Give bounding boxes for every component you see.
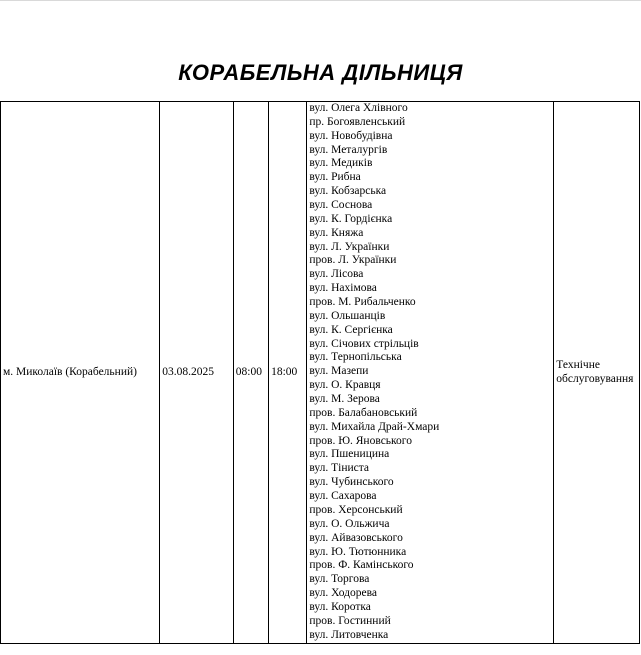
reason-cell: Технічне обслуговування — [554, 102, 640, 644]
street-item: вул. М. Зерова — [309, 393, 380, 406]
street-item: вул. Чубинського — [309, 476, 394, 489]
street-item: пров. Ю. Яновського — [309, 434, 412, 447]
street-list — [309, 102, 551, 643]
street-item: пров. Балабановський — [309, 406, 418, 419]
street-item: вул. Лісова — [309, 268, 364, 281]
end-time-cell: 18:00 — [269, 102, 307, 644]
table-row — [1, 102, 640, 644]
street-item: вул. О. Кравця — [309, 379, 381, 392]
streets-cell — [307, 102, 554, 644]
street-item: вул. Княжа — [309, 226, 364, 239]
start-time-cell: 08:00 — [233, 102, 268, 644]
city-cell: м. Миколаїв (Корабельний) — [1, 102, 160, 644]
street-item: вул. Айвазовського — [309, 531, 403, 544]
street-item: вул. Ольшанців — [309, 309, 386, 322]
street-item: пров. М. Рибальченко — [309, 296, 416, 309]
street-item: вул. Олега Хлівного — [309, 102, 408, 114]
street-item: вул. Мазепи — [309, 365, 369, 378]
street-item: вул. Кобзарська — [309, 185, 387, 198]
street-item: пров. Херсонський — [309, 503, 403, 516]
street-item: вул. Тіниста — [309, 462, 370, 475]
street-item: вул. Нахімова — [309, 282, 377, 295]
street-item: вул. Новобудівна — [309, 129, 393, 142]
street-item: вул. Медиків — [309, 157, 373, 170]
street-item: вул. Ю. Тютюнника — [309, 545, 407, 558]
street-item: вул. Коротка — [309, 600, 371, 613]
street-item: вул. Ходорева — [309, 587, 377, 600]
street-item: вул. Михайла Драй-Хмари — [309, 420, 440, 433]
street-item: вул. Торгова — [309, 573, 370, 586]
outage-schedule-table — [0, 101, 640, 644]
street-item: вул. Литовченка — [309, 628, 389, 641]
street-item: вул. О. Ольжича — [309, 517, 390, 530]
street-item: вул. Пшеницина — [309, 448, 390, 461]
street-item: вул. К. Сергієнка — [309, 323, 393, 336]
street-item: вул. К. Гордієнка — [309, 212, 393, 225]
street-item: вул. Металургів — [309, 143, 388, 156]
street-item: вул. Січових стрільців — [309, 337, 419, 350]
street-item: пров. Ф. Камінського — [309, 559, 414, 572]
street-item: вул. Л. Українки — [309, 240, 390, 253]
street-item: пр. Богоявленський — [309, 115, 406, 128]
date-cell: 03.08.2025 — [160, 102, 234, 644]
street-item: пров. Гостинний — [309, 614, 391, 627]
street-item: вул. Рибна — [309, 171, 361, 184]
street-item: пров. Л. Українки — [309, 254, 397, 267]
street-item: вул. Соснова — [309, 199, 373, 212]
street-item: вул. Тернопільська — [309, 351, 402, 364]
top-divider — [0, 0, 641, 1]
street-item: вул. Сахарова — [309, 490, 377, 503]
section-heading: КОРАБЕЛЬНА ДІЛЬНИЦЯ — [178, 60, 463, 85]
